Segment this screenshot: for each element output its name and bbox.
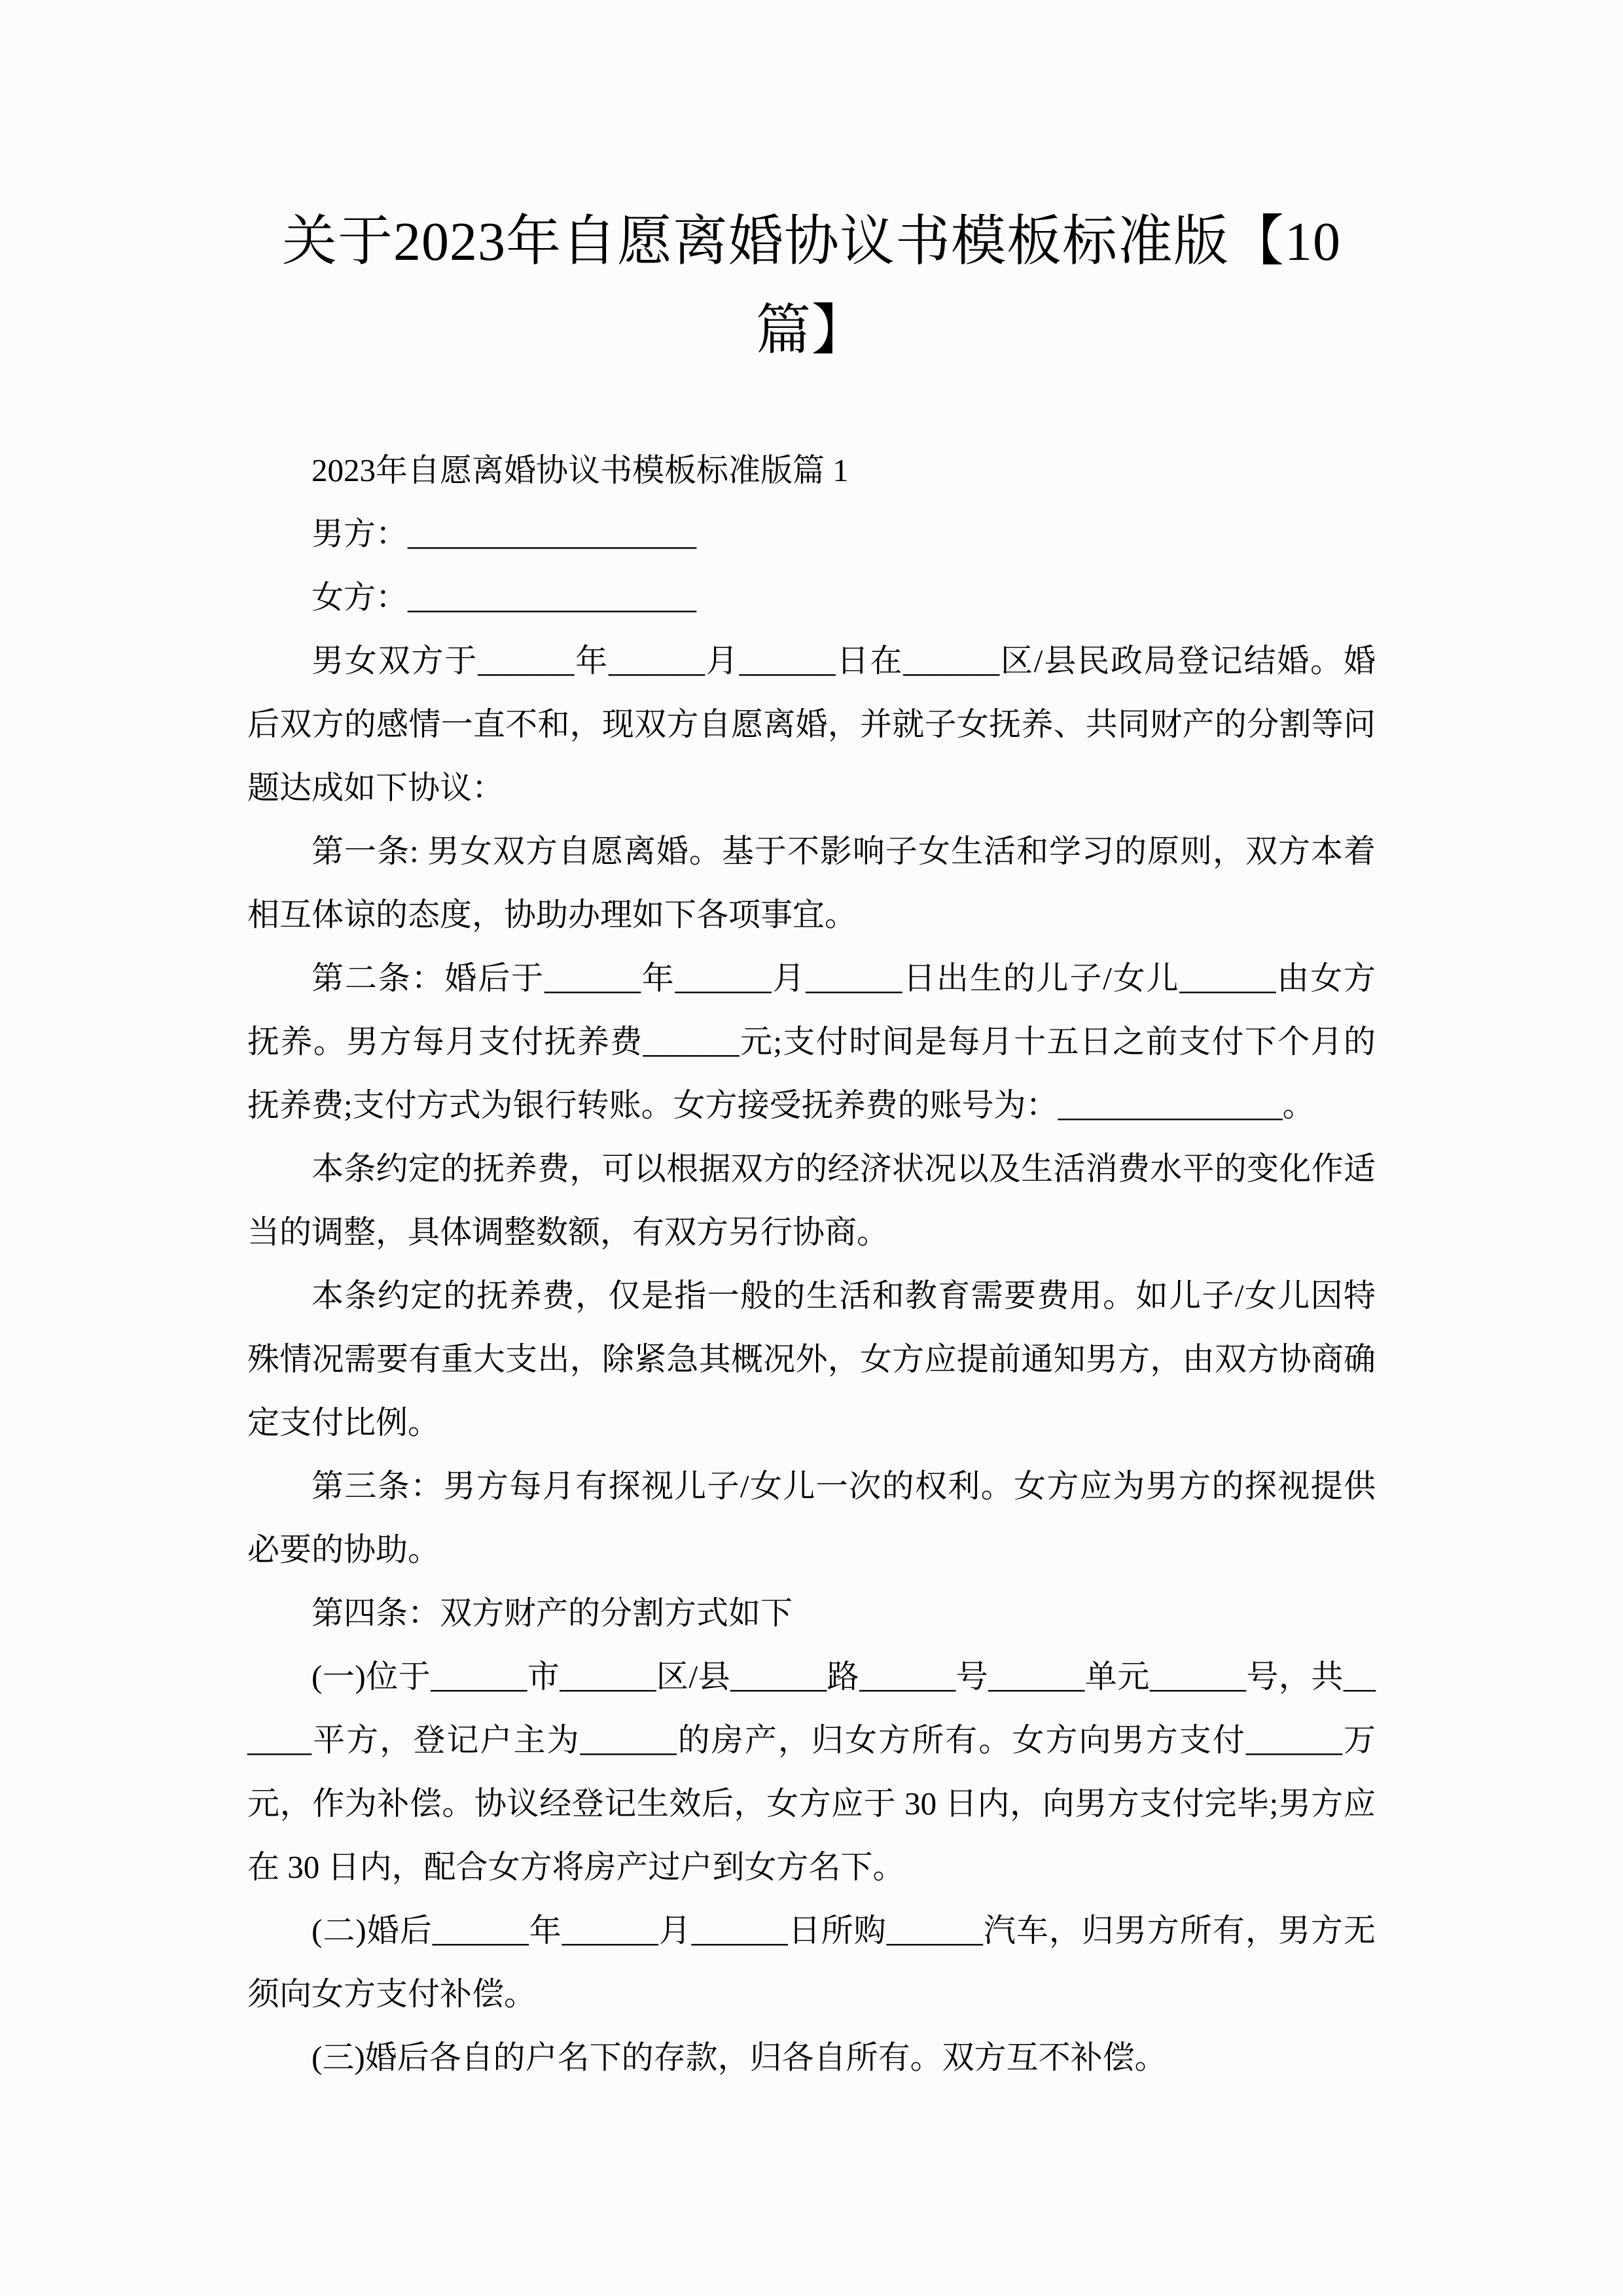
paragraph: 第四条：双方财产的分割方式如下 (312, 1595, 793, 1631)
paragraph: (三)婚后各自的户名下的存款，归各自所有。双方互不补偿。 (312, 2039, 1167, 2075)
document-title: 关于2023年自愿离婚协议书模板标准版【10篇】 (281, 211, 1341, 361)
document-body (247, 439, 1376, 2089)
paragraph: (二)婚后______年______月______日所购______汽车，归男方所有，男方无须向女方支付补偿。 (247, 1912, 1376, 2012)
paragraph: 第三条：男方每月有探视儿子/女儿一次的权利。女方应为男方的探视提供必要的协助。 (247, 1468, 1376, 1568)
paragraph: 2023年自愿离婚协议书模板标准版篇 1 (312, 452, 849, 488)
paragraph: (一)位于______市______区/县______路______号______单元______号，共______平方，登记户主为______的房产，归女方所有。女方向男方支付______万元，作为补偿。协议经登记生效后，女方应于 30 日内，向男方支付完毕;男方应在 30 日内，配合女方将房产过户到女方名下。 (247, 1659, 1376, 1885)
paragraph: 男方：__________________ (312, 516, 697, 552)
paragraph: 本条约定的抚养费，可以根据双方的经济状况以及生活消费水平的变化作适当的调整，具体调整数额，有双方另行协商。 (247, 1151, 1376, 1250)
paragraph: 男女双方于______年______月______日在______区/县民政局登记结婚。婚后双方的感情一直不和，现双方自愿离婚，并就子女抚养、共同财产的分割等问题达成如下协议： (247, 643, 1376, 806)
paragraph: 本条约定的抚养费，仅是指一般的生活和教育需要费用。如儿子/女儿因特殊情况需要有重大支出，除紧急其概况外，女方应提前通知男方，由双方协商确定支付比例。 (247, 1278, 1376, 1441)
paragraph: 第二条：婚后于______年______月______日出生的儿子/女儿______由女方抚养。男方每月支付抚养费______元;支付时间是每月十五日之前支付下个月的抚养费;支付方式为银行转账。女方接受抚养费的账号为：______________。 (247, 960, 1376, 1123)
paragraph: 女方：__________________ (312, 579, 697, 615)
paragraph: 第一条: 男女双方自愿离婚。基于不影响子女生活和学习的原则，双方本着相互体谅的态度，协助办理如下各项事宜。 (247, 833, 1376, 933)
